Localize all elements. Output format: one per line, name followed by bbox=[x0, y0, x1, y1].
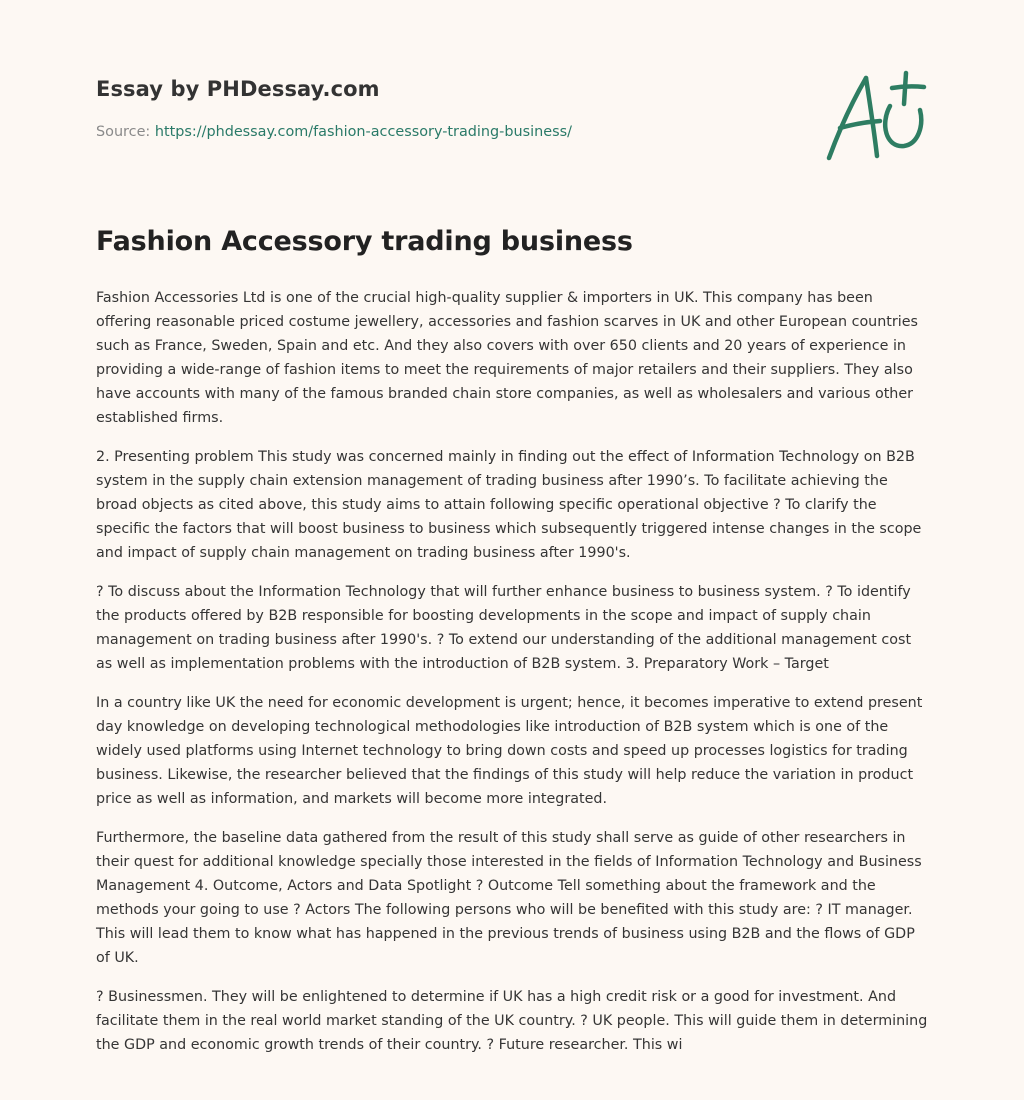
essay-paragraph: Furthermore, the baseline data gathered from the result of this study shall serve as guide of other researchers in their quest for additional knowledge specially those interested in the fields of Information Technology and Business Management 4. Outcome, Actors and Data Spotlight ? Outcome Tell something about the framework and the methods your going to use ? Actors The following persons who will be benefited with this study are: ? IT manager. This will lead them to know what has happened in the previous trends of business using B2B and the flows of GDP of UK. bbox=[96, 830, 922, 966]
site-brand-title: Essay by PHDessay.com bbox=[96, 77, 380, 101]
essay-body bbox=[96, 286, 930, 1072]
essay-paragraph: 2. Presenting problem This study was concerned mainly in finding out the effect of Information Technology on B2B system in the supply chain extension management of trading business after 1990’s. To facilitate achieving the broad objects as cited above, this study aims to attain following specific operational objective ? To clarify the specific the factors that will boost business to business which subsequently triggered intense changes in the scope and impact of supply chain management on trading business after 1990's. bbox=[96, 449, 922, 561]
essay-paragraph: ? Businessmen. They will be enlightened to determine if UK has a high credit risk or a good for investment. And facilitate them in the real world market standing of the UK country. ? UK people. This will guide them in determining the GDP and economic growth trends of their country. ? Future researcher. This wi bbox=[96, 989, 928, 1053]
a-plus-logo-icon bbox=[820, 66, 932, 166]
source-label: Source: bbox=[96, 124, 155, 140]
essay-paragraph: ? To discuss about the Information Technology that will further enhance business to business system. ? To identify the products offered by B2B responsible for boosting developments in the scope and impact of supply chain management on trading business after 1990's. ? To extend our understanding of the additional management cost as well as implementation problems with the introduction of B2B system. 3. Preparatory Work – Target bbox=[96, 584, 912, 672]
essay-paragraph: Fashion Accessories Ltd is one of the crucial high-quality supplier & importers in UK. This company has been offering reasonable priced costume jewellery, accessories and fashion scarves in UK and other European countries such as France, Sweden, Spain and etc. And they also covers with over 650 clients and 20 years of experience in providing a wide-range of fashion items to meet the requirements of major retailers and their suppliers. They also have accounts with many of the famous branded chain store companies, as well as wholesalers and various other established firms. bbox=[96, 290, 919, 426]
essay-paragraph: In a country like UK the need for economic development is urgent; hence, it becomes imperative to extend present day knowledge on developing technological methodologies like introduction of B2B system which is one of the widely used platforms using Internet technology to bring down costs and speed up processes logistics for trading business. Likewise, the researcher believed that the findings of this study will help reduce the variation in product price as well as information, and markets will become more integrated. bbox=[96, 695, 923, 807]
source-line bbox=[96, 124, 572, 140]
source-link[interactable]: https://phdessay.com/fashion-accessory-trading-business/ bbox=[154, 124, 572, 140]
document-title: Fashion Accessory trading business bbox=[96, 226, 633, 257]
